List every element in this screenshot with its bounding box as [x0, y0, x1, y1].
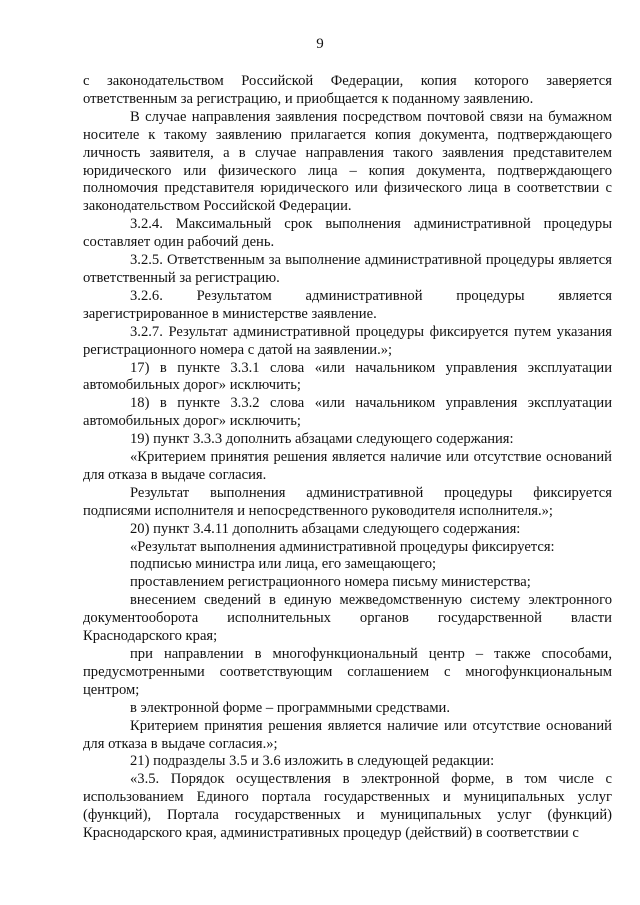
- paragraph: 19) пункт 3.3.3 дополнить абзацами следующего содержания:: [130, 431, 514, 448]
- paragraph: 18) в пункте 3.3.2 слова «или начальником управления эксплуатации автомобильных дорог» исключить;: [83, 395, 612, 430]
- paragraph: «Результат выполнения административной процедуры фиксируется:: [130, 538, 555, 555]
- paragraph: 21) подразделы 3.5 и 3.6 изложить в следующей редакции:: [130, 753, 495, 770]
- paragraph: Критерием принятия решения является наличие или отсутствие оснований для отказа в выдаче согласия.»;: [83, 717, 612, 752]
- paragraph: «Критерием принятия решения является наличие или отсутствие оснований для отказа в выдаче согласия.: [83, 449, 612, 483]
- paragraph: проставлением регистрационного номера письму министерства;: [130, 574, 531, 591]
- page-number: 9: [316, 36, 324, 52]
- paragraph: 3.2.7. Результат административной процедуры фиксируется путем указания регистрационного номера с датой на заявлении.»;: [83, 323, 612, 358]
- paragraph: 3.2.6. Результатом административной процедуры является зарегистрированное в министерстве заявление.: [83, 287, 612, 322]
- document-body: [83, 73, 612, 843]
- paragraph: подписью министра или лица, его замещающего;: [130, 556, 437, 573]
- paragraph: внесением сведений в единую межведомственную систему электронного документооборота исполнительных органов государственной власти Краснодарского края;: [83, 592, 612, 645]
- paragraph: в электронной форме – программными средствами.: [130, 699, 451, 716]
- paragraph: 20) пункт 3.4.11 дополнить абзацами следующего содержания:: [130, 520, 521, 537]
- paragraph: «3.5. Порядок осуществления в электронной форме, в том числе с использованием Единого портала государственных и муниципальных услуг (функций), Портала государственных и муниципальных услуг (функций) Краснодарского края, административных процедур (действий) в соответствии с: [83, 771, 612, 842]
- paragraph: 3.2.4. Максимальный срок выполнения административной процедуры составляет один рабочий день.: [83, 216, 612, 251]
- paragraph: с законодательством Российской Федерации, копия которого заверяется ответственным за регистрацию, и приобщается к поданному заявлению.: [83, 73, 612, 107]
- paragraph: 17) в пункте 3.3.1 слова «или начальником управления эксплуатации автомобильных дорог» исключить;: [83, 359, 612, 394]
- paragraph: Результат выполнения административной процедуры фиксируется подписями исполнителя и непосредственного руководителя исполнителя.»;: [83, 484, 612, 519]
- paragraph: В случае направления заявления посредством почтовой связи на бумажном носителе к такому заявлению прилагается копия документа, подтверждающего личность заявителя, а в случае направления такого заявления представителем юридического или физического лица – копия документа, подтверждающего полномочия представителя юридического или физического лица в соответствии с законодательством Российской Федерации.: [83, 108, 612, 215]
- paragraph: 3.2.5. Ответственным за выполнение административной процедуры является ответственный за регистрацию.: [83, 252, 612, 286]
- paragraph: при направлении в многофункциональный центр – также способами, предусмотренными соответствующим соглашением с многофункциональным центром;: [83, 646, 612, 698]
